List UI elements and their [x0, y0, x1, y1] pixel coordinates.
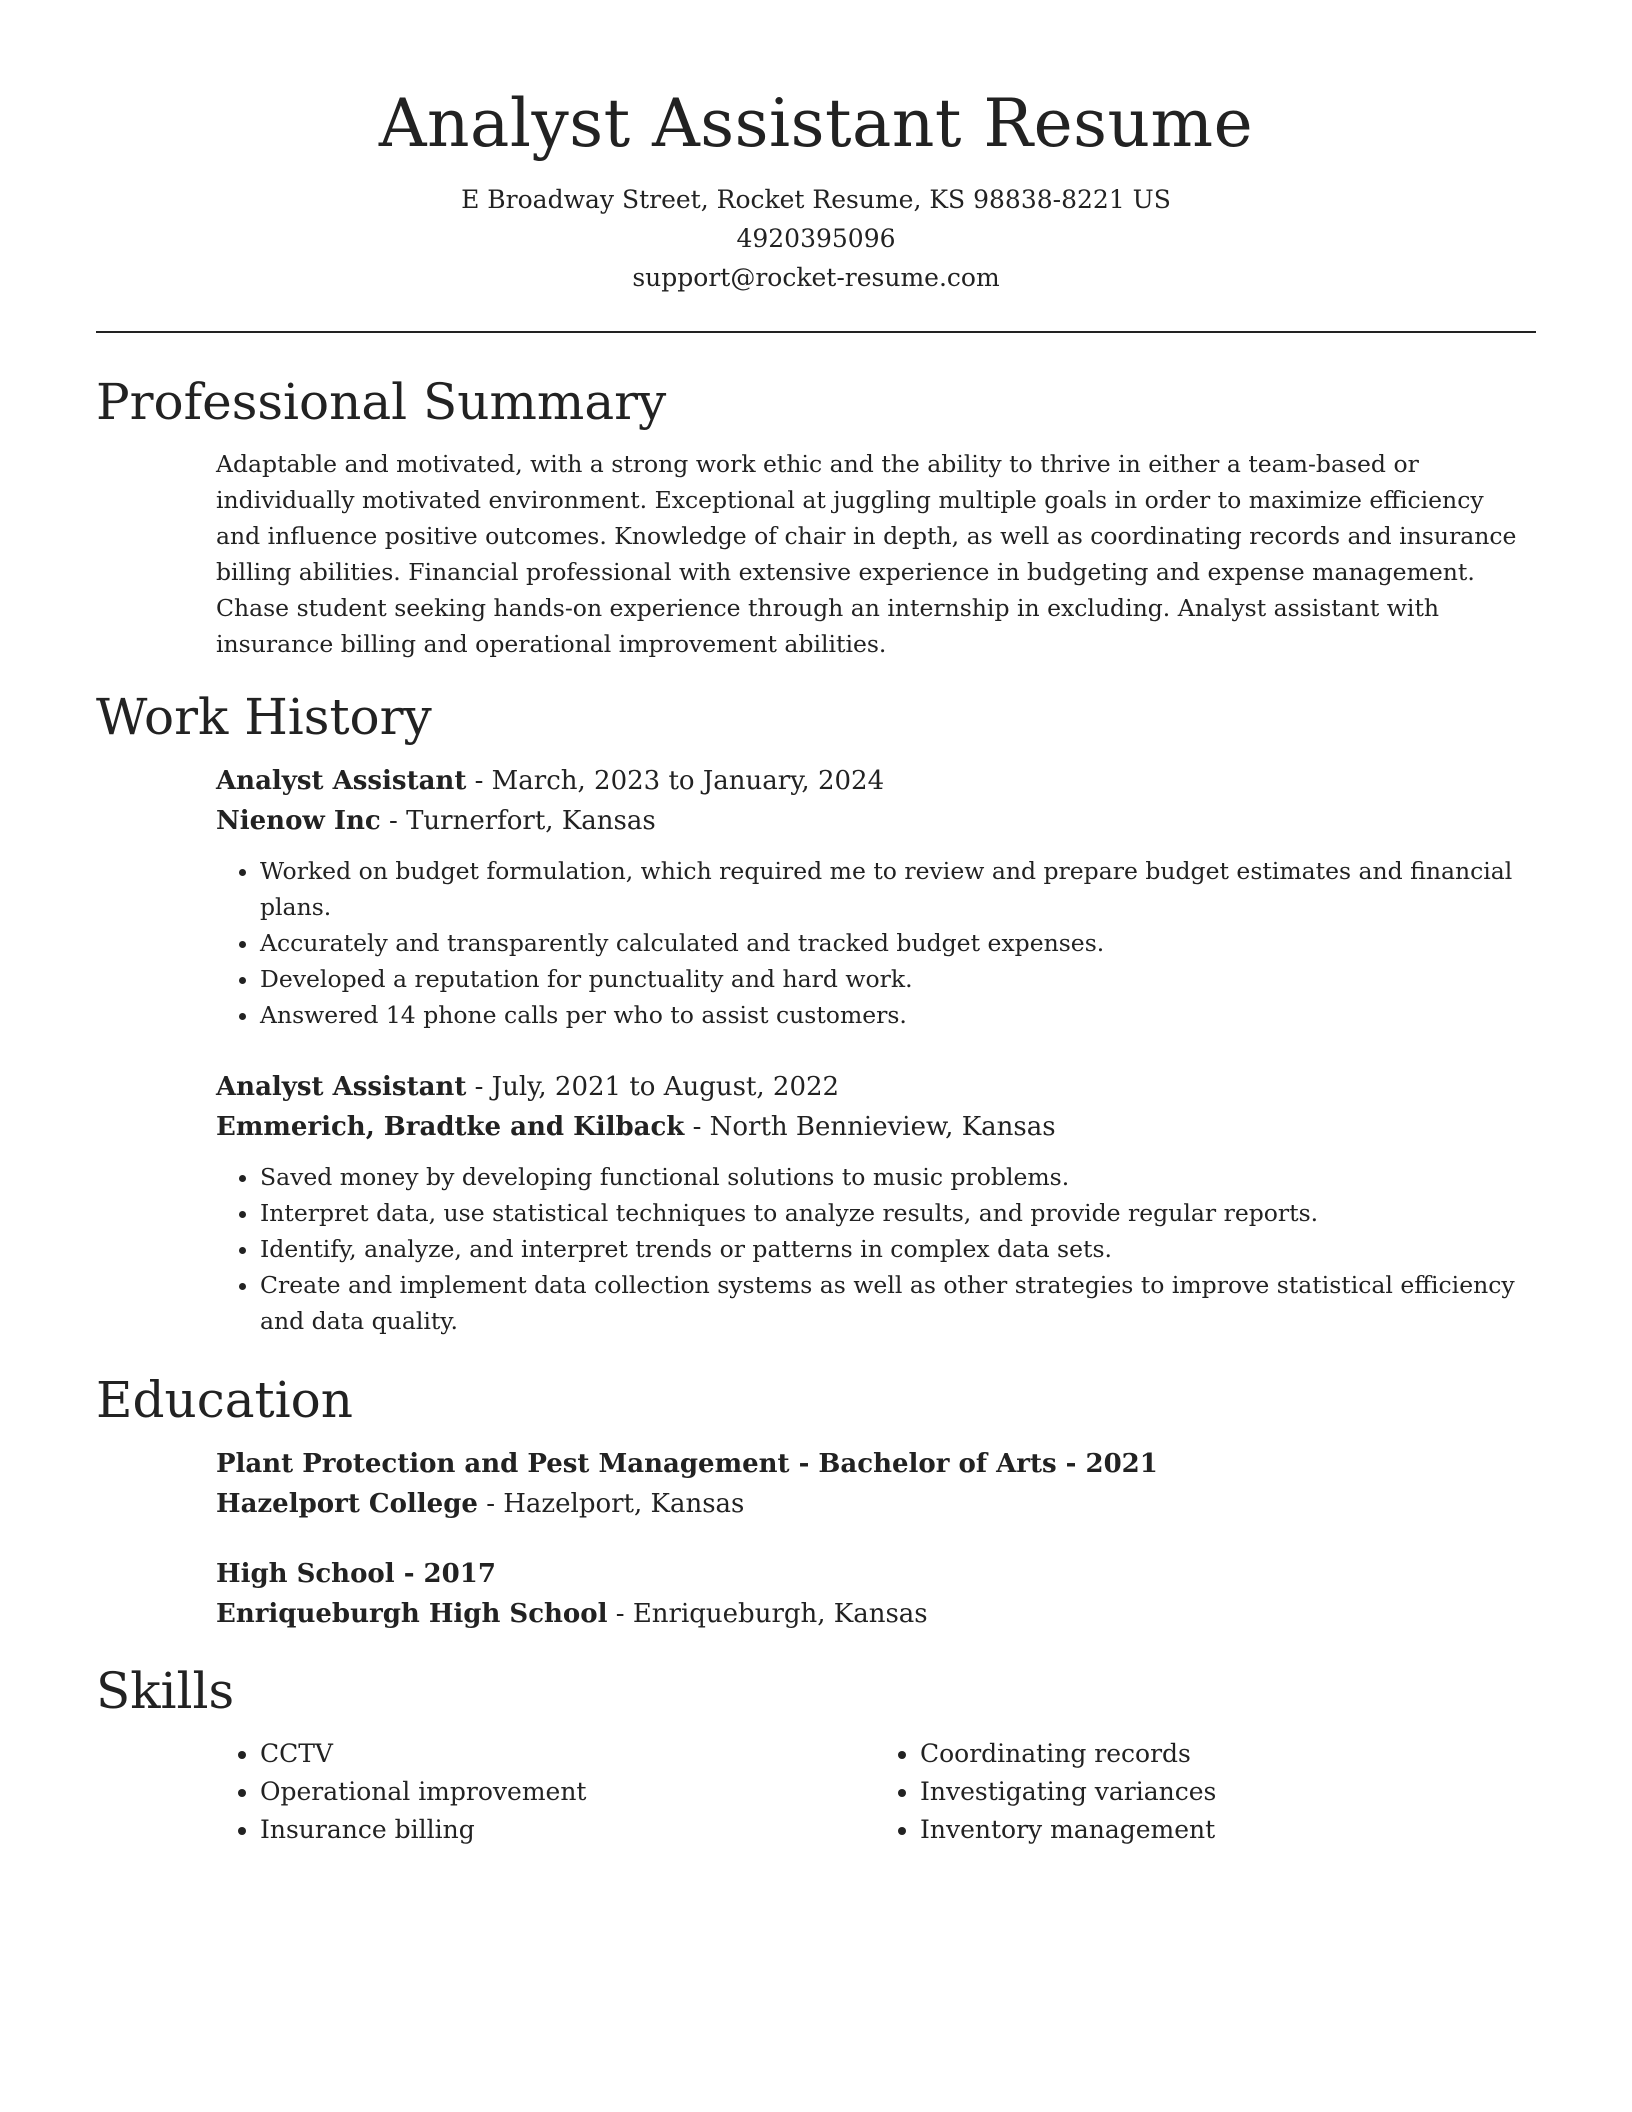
education-degree: High School - 2017 — [216, 1558, 496, 1589]
job-bullet: • Answered 14 phone calls per who to assist customers. — [260, 997, 1536, 1033]
education-location: - Hazelport, Kansas — [477, 1488, 745, 1519]
education-school: Enriqueburgh High School — [216, 1598, 608, 1629]
job-title-line — [216, 1067, 1536, 1107]
education-school: Hazelport College — [216, 1488, 478, 1519]
header-divider — [96, 331, 1536, 333]
skill-item: • Coordinating records — [920, 1735, 1536, 1773]
skill-item: • Inventory management — [920, 1811, 1536, 1849]
education-degree-line — [216, 1554, 1536, 1594]
skills-columns — [96, 1735, 1536, 1849]
contact-address: E Broadway Street, Rocket Resume, KS 98838-8221 US — [461, 184, 1171, 214]
job-bullets — [216, 1159, 1536, 1339]
skill-item: • Investigating variances — [920, 1773, 1536, 1811]
job-bullet: • Saved money by developing functional solutions to music problems. — [260, 1159, 1536, 1195]
job-bullets — [216, 853, 1536, 1033]
education-school-line — [216, 1594, 1536, 1634]
education-entry — [216, 1444, 1536, 1524]
summary-heading: Professional Summary — [96, 372, 667, 431]
education-degree: Plant Protection and Pest Management - Bachelor of Arts - 2021 — [216, 1448, 1158, 1479]
resume-title: Analyst Assistant Resume — [378, 85, 1254, 162]
contact-phone: 4920395096 — [736, 223, 896, 253]
job-location: - North Bennieview, Kansas — [684, 1111, 1056, 1142]
skills-section — [96, 1661, 1536, 1849]
work-history-section — [96, 687, 1536, 1339]
job-company-line — [216, 1107, 1536, 1147]
summary-section — [96, 372, 1536, 662]
contact-email: support@rocket-resume.com — [632, 262, 1000, 292]
resume-header — [96, 86, 1536, 297]
job-dates: - July, 2021 to August, 2022 — [466, 1071, 840, 1102]
job-bullet: • Create and implement data collection systems as well as other strategies to improve statistical efficiency and data quality. — [260, 1267, 1536, 1339]
job-bullet: • Worked on budget formulation, which required me to review and prepare budget estimates and financial plans. — [260, 853, 1536, 925]
skills-list-left — [216, 1735, 876, 1849]
job-title-line — [216, 761, 1536, 801]
job-entry — [216, 1067, 1536, 1339]
work-history-heading: Work History — [96, 687, 432, 746]
job-company: Nienow Inc — [216, 805, 381, 836]
job-company: Emmerich, Bradtke and Kilback — [216, 1111, 685, 1142]
job-dates: - March, 2023 to January, 2024 — [466, 765, 885, 796]
education-location: - Enriqueburgh, Kansas — [607, 1598, 928, 1629]
job-bullet: • Interpret data, use statistical techniques to analyze results, and provide regular reports. — [260, 1195, 1536, 1231]
education-heading: Education — [96, 1370, 353, 1429]
summary-text: Adaptable and motivated, with a strong work ethic and the ability to thrive in either a team-based or individually motivated environment. Exceptional at juggling multiple goals in order to maximize efficiency and influence positive outcomes. Knowledge of chair in depth, as well as coordinating records and insurance billing abilities. Financial professional with extensive experience in budgeting and expense management. Chase student seeking hands-on experience through an internship in excluding. Analyst assistant with insurance billing and operational improvement abilities. — [216, 449, 1517, 658]
education-degree-line — [216, 1444, 1536, 1484]
job-entry — [216, 761, 1536, 1033]
skill-item: • Operational improvement — [260, 1773, 876, 1811]
skills-heading: Skills — [96, 1661, 235, 1720]
education-school-line — [216, 1484, 1536, 1524]
job-company-line — [216, 801, 1536, 841]
skill-item: • Insurance billing — [260, 1811, 876, 1849]
skills-list-right — [876, 1735, 1536, 1849]
job-location: - Turnerfort, Kansas — [380, 805, 656, 836]
job-bullet: • Developed a reputation for punctuality and hard work. — [260, 961, 1536, 997]
education-section — [96, 1370, 1536, 1634]
job-bullet: • Accurately and transparently calculated and tracked budget expenses. — [260, 925, 1536, 961]
education-entry — [216, 1554, 1536, 1634]
skill-item: • CCTV — [260, 1735, 876, 1773]
job-bullet: • Identify, analyze, and interpret trends or patterns in complex data sets. — [260, 1231, 1536, 1267]
job-role: Analyst Assistant — [216, 1071, 467, 1102]
job-role: Analyst Assistant — [216, 765, 467, 796]
